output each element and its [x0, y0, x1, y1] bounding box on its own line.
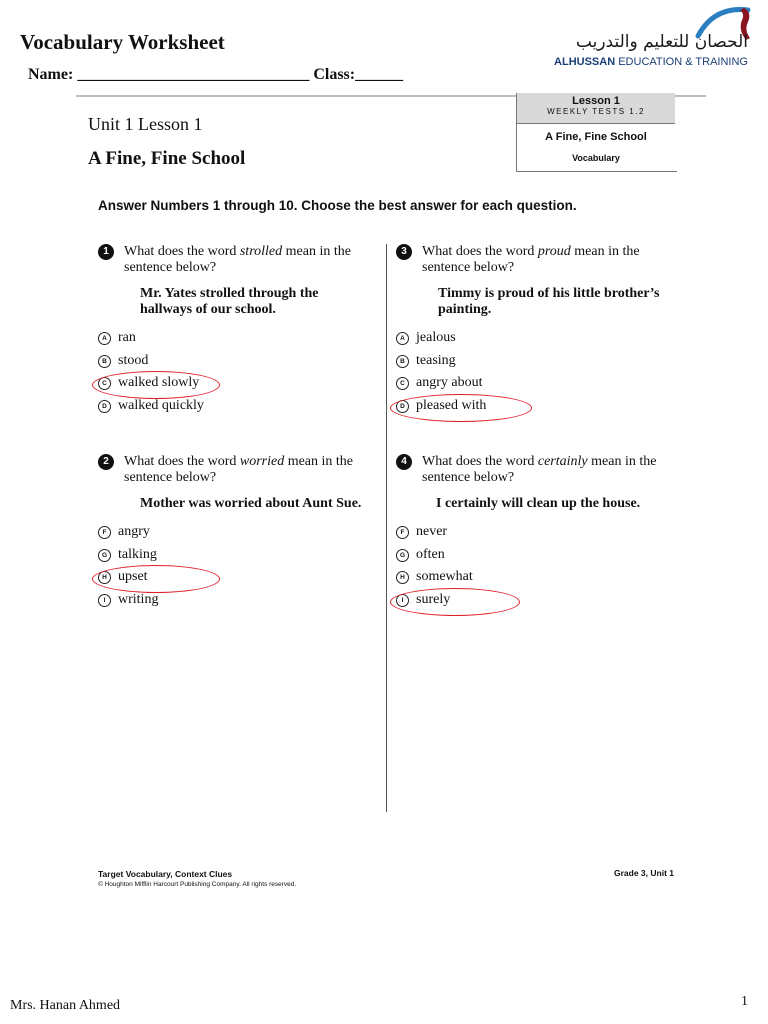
story-title: A Fine, Fine School — [88, 148, 246, 169]
teacher-name: Mrs. Hanan Ahmed — [10, 998, 121, 1013]
answer-bubble[interactable]: H — [396, 571, 409, 584]
logo-english-text — [554, 56, 748, 68]
question-sentence: Mother was worried about Aunt Sue. — [140, 496, 362, 511]
logo-tagline: EDUCATION & TRAINING — [618, 56, 748, 68]
unit-lesson-label: Unit 1 Lesson 1 — [88, 114, 203, 134]
prompt-text: mean in the sentence below? — [422, 244, 640, 275]
question-prompt — [98, 244, 368, 276]
answer-bubble[interactable]: C — [98, 377, 111, 390]
grade-unit-footer: Grade 3, Unit 1 — [614, 868, 674, 878]
answer-bubble[interactable]: C — [396, 377, 409, 390]
instructions: Answer Numbers 1 through 10. Choose the best answer for each question. — [98, 198, 577, 213]
answer-bubble[interactable]: B — [98, 355, 111, 368]
lesson-box-story: A Fine, Fine School — [545, 131, 647, 143]
option-text: pleased with — [416, 398, 487, 414]
option-text: surely — [416, 592, 451, 608]
option-text: never — [416, 524, 448, 539]
page-number: 1 — [741, 994, 748, 1009]
vocab-word: certainly — [537, 454, 588, 469]
vocab-word: proud — [537, 244, 571, 259]
logo-arabic-text: الحصان للتعليم والتدريب — [575, 32, 748, 52]
answer-options — [98, 328, 368, 419]
option-text: walked slowly — [118, 375, 200, 391]
option-text: writing — [118, 592, 159, 608]
option-h-circled[interactable] — [98, 567, 368, 590]
prompt-text: mean in the sentence below? — [124, 244, 351, 275]
option-i-circled[interactable] — [396, 590, 686, 613]
option-b[interactable] — [98, 351, 368, 374]
copyright-footer: © Houghton Mifflin Harcourt Publishing Company. All rights reserved. — [98, 881, 297, 888]
question-number-badge: 3 — [396, 244, 412, 260]
prompt-text: What does the word — [124, 454, 240, 469]
answer-bubble[interactable]: A — [396, 332, 409, 345]
answer-bubble[interactable]: G — [396, 549, 409, 562]
option-g[interactable] — [98, 545, 368, 568]
lesson-box-skill: Vocabulary — [572, 153, 620, 163]
answer-bubble[interactable]: H — [98, 571, 111, 584]
question-3 — [396, 244, 666, 419]
option-text: ran — [118, 330, 136, 345]
question-sentence: I certainly will clean up the house. — [436, 496, 641, 511]
question-1 — [98, 244, 368, 419]
prompt-text: What does the word — [422, 454, 538, 469]
answer-bubble[interactable]: I — [396, 594, 409, 607]
lesson-box-weekly: WEEKLY TESTS 1.2 — [547, 107, 645, 116]
answer-options — [396, 522, 686, 613]
answer-options — [396, 328, 666, 419]
worksheet-title: Vocabulary Worksheet — [20, 30, 225, 54]
question-number-badge: 2 — [98, 454, 114, 470]
option-text: stood — [118, 352, 149, 368]
answer-options — [98, 522, 368, 613]
option-b[interactable] — [396, 351, 666, 374]
question-prompt — [98, 454, 368, 486]
option-c[interactable] — [396, 373, 666, 396]
column-divider — [386, 244, 387, 812]
option-text: teasing — [416, 352, 456, 368]
answer-bubble[interactable]: D — [98, 400, 111, 413]
option-a[interactable] — [98, 328, 368, 351]
option-d-circled[interactable] — [396, 396, 666, 419]
question-4 — [396, 454, 686, 613]
question-number-badge: 4 — [396, 454, 412, 470]
option-text: often — [416, 546, 445, 562]
option-g[interactable] — [396, 545, 686, 568]
question-2 — [98, 454, 368, 613]
name-label: Name: — [28, 66, 74, 83]
class-label: Class: — [313, 66, 356, 83]
option-c-circled[interactable] — [98, 373, 368, 396]
prompt-text: mean in the sentence below? — [422, 454, 657, 485]
option-f[interactable] — [396, 522, 686, 545]
answer-bubble[interactable]: I — [98, 594, 111, 607]
lesson-box-header — [517, 93, 675, 124]
option-i[interactable] — [98, 590, 368, 613]
question-sentence: Timmy is proud of his little brother’s painting. — [438, 286, 660, 317]
prompt-text: mean in the sentence below? — [124, 454, 354, 485]
question-sentence: Mr. Yates strolled through the hallways of our school. — [140, 286, 319, 317]
skill-footer: Target Vocabulary, Context Clues — [98, 869, 233, 879]
vocab-word: strolled — [239, 244, 283, 259]
name-blank: _____________________________ — [77, 66, 310, 83]
lesson-info-box — [516, 93, 677, 172]
answer-bubble[interactable]: F — [98, 526, 111, 539]
option-text: angry — [118, 524, 150, 539]
prompt-text: What does the word — [124, 244, 240, 259]
option-a[interactable] — [396, 328, 666, 351]
question-prompt — [396, 244, 666, 276]
option-h[interactable] — [396, 567, 686, 590]
option-text: somewhat — [416, 569, 473, 585]
option-f[interactable] — [98, 522, 368, 545]
lesson-box-lesson: Lesson 1 — [572, 95, 620, 107]
prompt-text: What does the word — [422, 244, 538, 259]
question-prompt — [396, 454, 686, 486]
question-number-badge: 1 — [98, 244, 114, 260]
answer-bubble[interactable]: F — [396, 526, 409, 539]
vocab-word: worried — [239, 454, 285, 469]
option-text: jealous — [416, 330, 456, 345]
logo-brand: ALHUSSAN — [554, 56, 616, 68]
answer-bubble[interactable]: G — [98, 549, 111, 562]
option-text: angry about — [416, 375, 483, 391]
answer-bubble[interactable]: D — [396, 400, 409, 413]
option-text: walked quickly — [118, 398, 204, 414]
option-d[interactable] — [98, 396, 368, 419]
option-text: talking — [118, 546, 157, 562]
option-text: upset — [118, 569, 148, 585]
answer-bubble[interactable]: A — [98, 332, 111, 345]
class-blank: ______ — [355, 66, 404, 83]
answer-bubble[interactable]: B — [396, 355, 409, 368]
name-class-line — [28, 66, 403, 84]
